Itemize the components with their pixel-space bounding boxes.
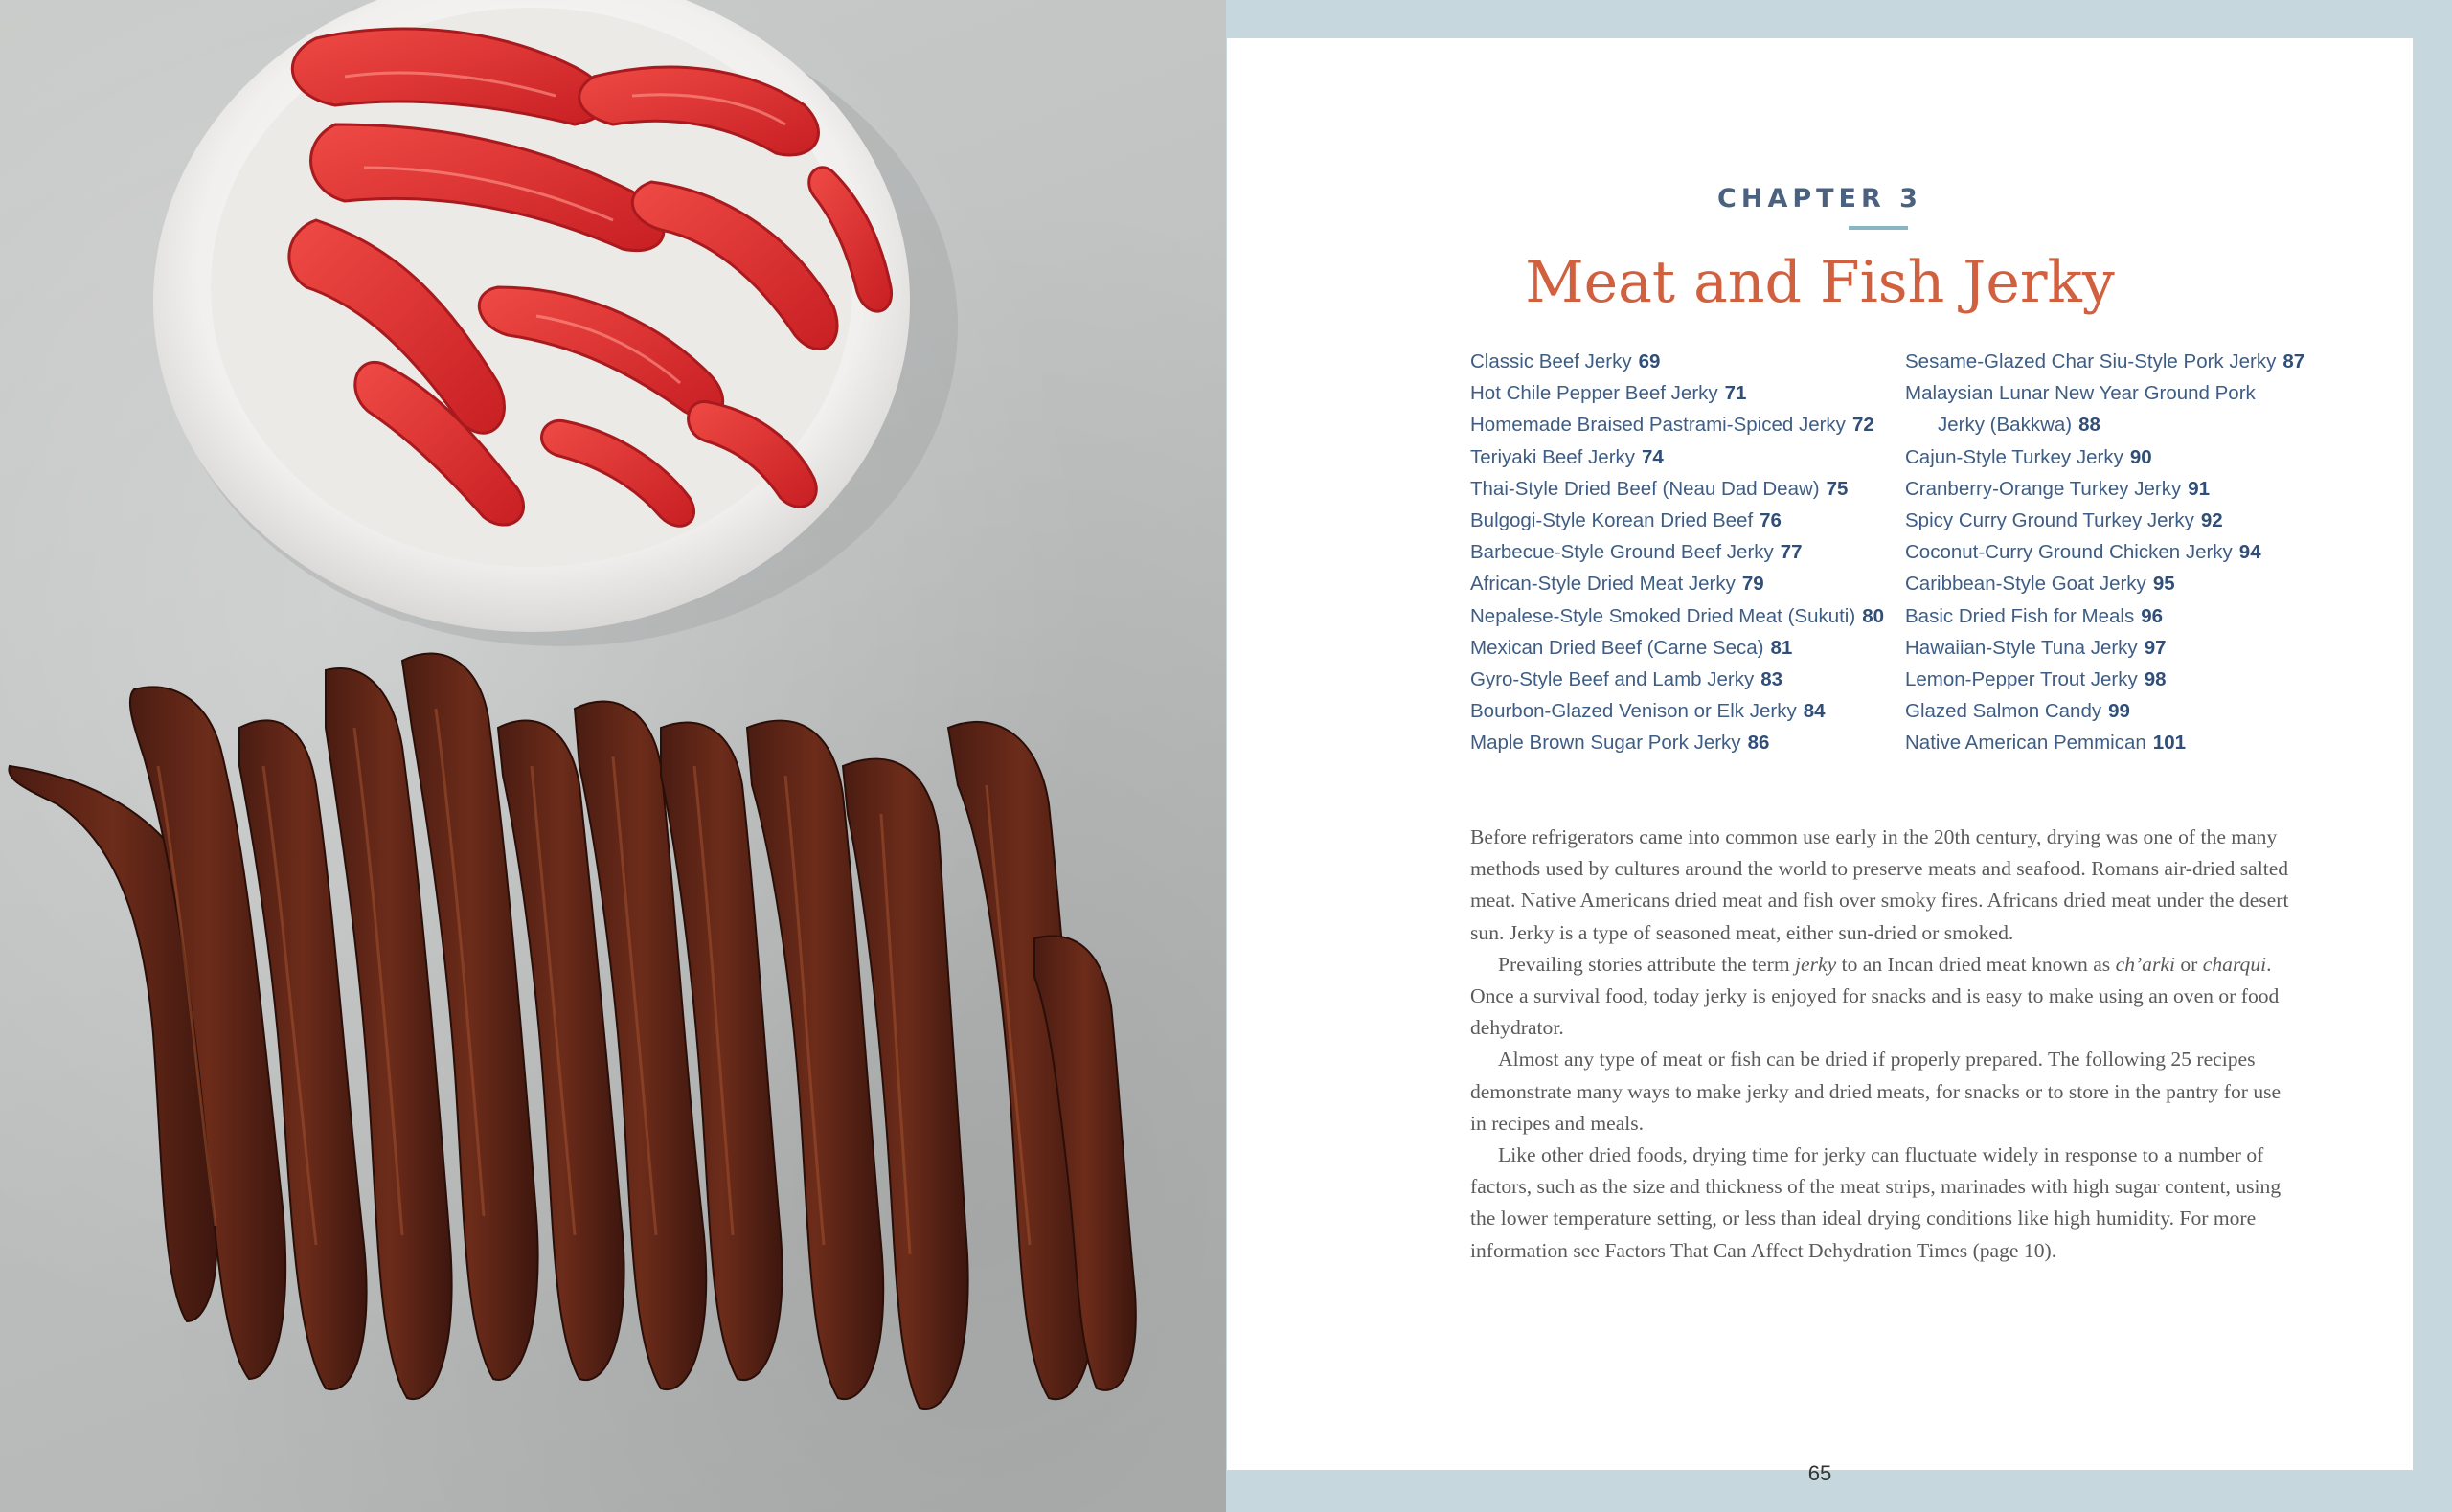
- toc-entry-title: Mexican Dried Beef (Carne Seca): [1470, 636, 1764, 659]
- toc-entry-page: 92: [2200, 509, 2223, 532]
- toc-entry: [1905, 727, 2304, 758]
- toc-entry: [1470, 727, 1884, 758]
- toc-entry-page: 95: [2152, 573, 2175, 596]
- toc-entry-page: 84: [1803, 700, 1826, 723]
- toc-entry: [1470, 377, 1884, 409]
- toc-entry-title: Malaysian Lunar New Year Ground Pork: [1905, 382, 2256, 405]
- toc-entry-page: 90: [2129, 445, 2152, 468]
- toc-entry-title: Sesame-Glazed Char Siu-Style Pork Jerky: [1905, 350, 2277, 372]
- toc-entry: [1905, 695, 2304, 727]
- toc-entry-page: 91: [2188, 477, 2211, 500]
- toc-left-column: [1470, 346, 1884, 759]
- toc-entry-title: African-Style Dried Meat Jerky: [1470, 573, 1736, 596]
- chapter-rule: [1849, 226, 1908, 230]
- toc-entry-page: 80: [1862, 604, 1885, 627]
- toc-entry: [1470, 600, 1884, 632]
- toc-entry: [1905, 441, 2304, 473]
- toc-entry-title: Thai-Style Dried Beef (Neau Dad Deaw): [1470, 477, 1820, 500]
- toc-entry: [1905, 473, 2304, 505]
- toc-entry-title: Hawaiian-Style Tuna Jerky: [1905, 636, 2138, 659]
- toc-entry-title: Nepalese-Style Smoked Dried Meat (Sukuti): [1470, 604, 1856, 627]
- jerky-strips: [9, 654, 1135, 1410]
- toc-entry-title: Teriyaki Beef Jerky: [1470, 445, 1636, 468]
- toc-entry: [1905, 346, 2304, 377]
- intro-paragraph-1: Before refrigerators came into common use early in the 20th century, drying was one of the many methods used by cultures around the world to preserve meats and seafood. Romans air-dried salted meat. Native Americans dried meat and fish over smoky fires. Africans dried meat under the desert sun. Jerky is a type of seasoned meat, either sun-dried or smoked.: [1470, 825, 2289, 944]
- toc-entry: [1470, 568, 1884, 599]
- toc-entry-title: Native American Pemmican: [1905, 732, 2146, 755]
- toc-entry-title: Bourbon-Glazed Venison or Elk Jerky: [1470, 700, 1797, 723]
- toc-entry-title: Cranberry-Orange Turkey Jerky: [1905, 477, 2182, 500]
- chapter-label: CHAPTER 3: [1717, 184, 1922, 214]
- intro-paragraph-4: Like other dried foods, drying time for jerky can fluctuate widely in response to a number of factors, such as the size and thickness of the meat strips, marinades with high sugar content, using the lower temperature setting, or less than ideal drying conditions like high humidity. For more information see Factors That Can Affect Dehydration Times (page 10).: [1470, 1143, 2282, 1262]
- toc-entry: [1470, 695, 1884, 727]
- intro-text: [1470, 822, 2289, 1267]
- toc-entry: [1470, 664, 1884, 695]
- page-number: 65: [1807, 1461, 1832, 1485]
- toc-entry-title: Hot Chile Pepper Beef Jerky: [1470, 382, 1718, 405]
- toc-entry-page: 74: [1642, 445, 1664, 468]
- toc-entry-title: Basic Dried Fish for Meals: [1905, 604, 2135, 627]
- toc-entry: [1470, 409, 1884, 440]
- toc-entry-title: Gyro-Style Beef and Lamb Jerky: [1470, 668, 1755, 691]
- toc-entry-page: 75: [1826, 477, 1849, 500]
- toc-entry: [1905, 568, 2304, 599]
- toc-entry: [1905, 505, 2304, 536]
- intro-paragraph-2: Prevailing stories attribute the term jerky to an Incan dried meat known as ch’arki or charqui. Once a survival food, today jerky is enjoyed for snacks and is easy to make using an oven or food dehydrator.: [1470, 952, 2280, 1040]
- toc-entry: [1470, 536, 1884, 568]
- toc-entry-title: Barbecue-Style Ground Beef Jerky: [1470, 541, 1774, 564]
- toc-entry: [1470, 505, 1884, 536]
- toc-entry-title: Cajun-Style Turkey Jerky: [1905, 445, 2123, 468]
- toc-entry-title: Jerky (Bakkwa): [1938, 414, 2073, 437]
- toc-entry-page: 69: [1638, 350, 1661, 372]
- toc-entry-page: 79: [1741, 573, 1764, 596]
- toc-entry: [1905, 632, 2304, 664]
- toc-entry: [1905, 536, 2304, 568]
- toc-entry-title: Spicy Curry Ground Turkey Jerky: [1905, 509, 2194, 532]
- toc-entry-title: Caribbean-Style Goat Jerky: [1905, 573, 2146, 596]
- toc-entry-title: Coconut-Curry Ground Chicken Jerky: [1905, 541, 2233, 564]
- toc-entry: [1470, 632, 1884, 664]
- toc-entry-page: 96: [2141, 604, 2164, 627]
- toc-entry: [1470, 441, 1884, 473]
- toc-entry: [1470, 473, 1884, 505]
- toc-entry-page: 83: [1760, 668, 1783, 691]
- toc-entry-page: 94: [2238, 541, 2261, 564]
- toc-entry-title: Bulgogi-Style Korean Dried Beef: [1470, 509, 1754, 532]
- text-page: [1227, 38, 2413, 1485]
- toc-entry-page: 98: [2144, 668, 2167, 691]
- toc-right-column: [1905, 346, 2304, 759]
- toc-entry-title: Maple Brown Sugar Pork Jerky: [1470, 732, 1741, 755]
- toc-entry-page: 81: [1770, 636, 1793, 659]
- toc-entry-page: 97: [2144, 636, 2167, 659]
- toc-entry-title: Lemon-Pepper Trout Jerky: [1905, 668, 2138, 691]
- toc-entry-page: 87: [2282, 350, 2305, 372]
- toc-entry-title: Glazed Salmon Candy: [1905, 700, 2102, 723]
- toc-entry-page: 77: [1780, 541, 1803, 564]
- toc-entry-page: 101: [2152, 732, 2187, 755]
- toc-entry: [1905, 664, 2304, 695]
- toc-entry: [1905, 600, 2304, 632]
- toc-entry-page: 71: [1724, 382, 1747, 405]
- toc-entry-page: 88: [2078, 414, 2100, 437]
- toc-entry: [1905, 409, 2304, 440]
- toc-entry-page: 86: [1747, 732, 1770, 755]
- toc-entry-page: 72: [1851, 414, 1874, 437]
- toc-entry: [1470, 346, 1884, 377]
- chapter-title: Meat and Fish Jerky: [1525, 249, 2115, 316]
- toc-entry-page: 99: [2108, 700, 2130, 723]
- toc-entry-title: Classic Beef Jerky: [1470, 350, 1632, 372]
- toc-entry-title: Homemade Braised Pastrami-Spiced Jerky: [1470, 414, 1846, 437]
- toc-entry: [1905, 377, 2304, 409]
- intro-paragraph-3: Almost any type of meat or fish can be dried if properly prepared. The following 25 recipes demonstrate many ways to make jerky and dried meats, for snacks or to store in the pantry for use in recipes and meals.: [1470, 1048, 2282, 1135]
- toc-entry-page: 76: [1760, 509, 1782, 532]
